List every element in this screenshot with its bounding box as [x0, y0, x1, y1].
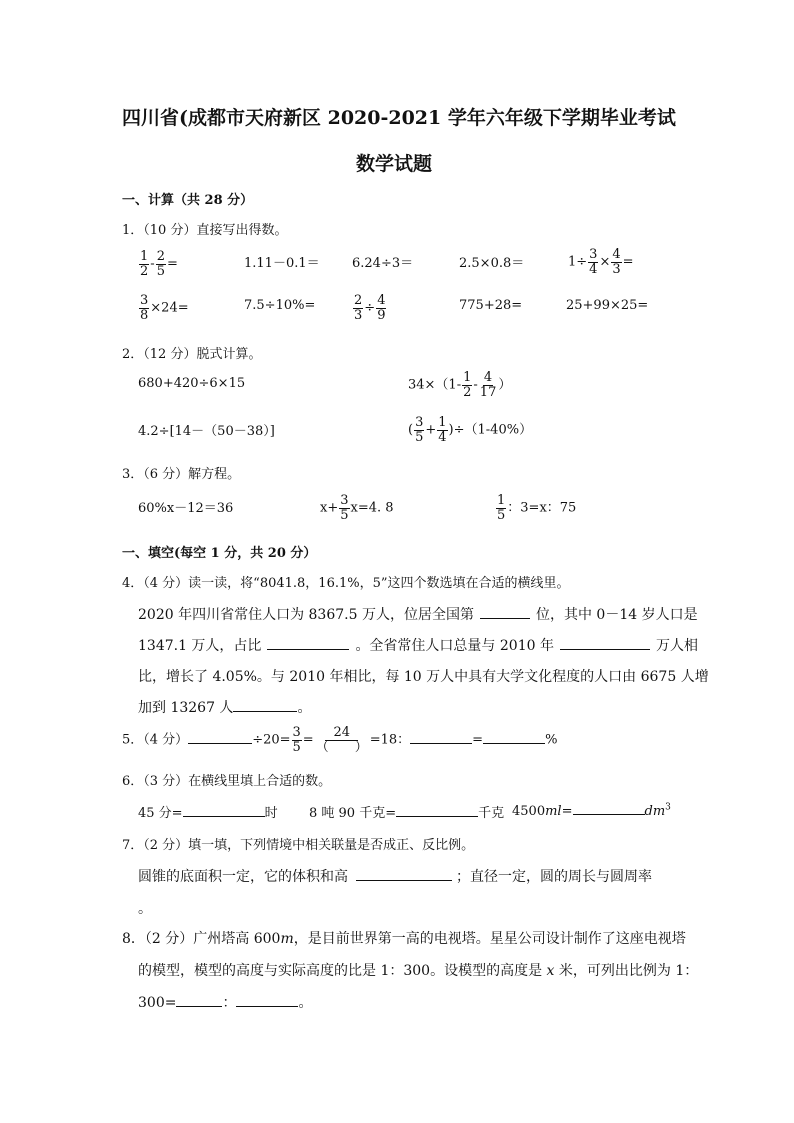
q1-r1-a: $\frac{1}{2}$ - $\frac{2}{5}$ = — [140, 249, 178, 279]
q6-c: $4500ml= dm^3$ — [512, 802, 671, 819]
q4-blank-2[interactable] — [267, 637, 349, 650]
q2-label: 2．（12 分）脱式计算。 — [122, 347, 262, 362]
q1-r2-e: 25+99×25= — [566, 298, 649, 313]
q1-r1-c: 6.24÷3＝ — [352, 256, 414, 271]
q7-label: 7．（2 分）填一填，下列情境中相关联量是否成正、反比例。 — [122, 838, 475, 853]
q3-a: 60%x－12＝36 — [138, 501, 234, 516]
q4-blank-3[interactable] — [560, 637, 650, 650]
q6-b: 8 吨 90 千克= 千克 — [309, 806, 505, 821]
q5-blank-2[interactable] — [410, 731, 472, 744]
q8-blank-1[interactable] — [176, 994, 222, 1007]
q8-line-1: 8．（2 分）广州塔高 600m，是目前世界第一高的电视塔。星星公司设计制作了这座电视塔 — [122, 931, 686, 947]
q4-label: 4．（4 分）读一读，将“8041.8，16.1%，5”这四个数选填在合适的横线里。 — [122, 576, 570, 591]
q6-label: 6．（3 分）在横线里填上合适的数。 — [122, 774, 332, 789]
q8-line-2: 的模型，模型的高度与实际高度的比是 1：300。设模型的高度是 x 米，可列出比例为 1： — [138, 963, 699, 979]
q1-r1-e: 1÷ $\frac{3}{4}$ × $\frac{4}{3}$ = — [568, 247, 634, 277]
title-line-2: 数学试题 — [356, 153, 433, 175]
q6-blank-1[interactable] — [183, 804, 265, 817]
q5-blank-1[interactable] — [188, 731, 252, 744]
section-2-heading: 一、填空(每空 1 分，共 20 分） — [122, 546, 317, 561]
q7-blank-1[interactable] — [356, 868, 452, 881]
q4-line-2: 1347.1 万人，占比 。全省常住人口总量与 2010 年 万人相 — [138, 638, 698, 654]
q2-d: ( $\frac{3}{5}$ + $\frac{1}{4}$ )÷（1-40%） — [408, 415, 533, 445]
q2-c: 4.2÷[14－（50－38）] — [138, 424, 275, 439]
q1-r2-b: 7.5÷10%= — [244, 298, 316, 313]
title-line-1: 四川省(成都市天府新区 2020-2021 学年六年级下学期毕业考试 — [122, 107, 676, 129]
q7-line-1: 圆锥的底面积一定，它的体积和高 ；直径一定，圆的周长与圆周率 — [138, 869, 652, 885]
q6-blank-3[interactable] — [573, 802, 645, 815]
q4-line-1: 2020 年四川省常住人口为 8367.5 万人，位居全国第 位，其中 0－14 岁人口是 — [138, 607, 698, 623]
q3-c: $\frac{1}{5}$ ：3=x：75 — [497, 493, 577, 523]
q1-r1-d: 2.5×0.8＝ — [459, 256, 525, 271]
q4-line-4: 加到 13267 人 。 — [138, 700, 312, 716]
q3-label: 3．（6 分）解方程。 — [122, 467, 241, 482]
q4-line-3: 比，增长了 4.05%。与 2010 年相比，每 10 万人中具有大学文化程度的人口由 6675 人增 — [138, 669, 709, 685]
q8-blank-2[interactable] — [236, 994, 298, 1007]
q6-a: 45 分= 时 — [138, 806, 278, 821]
q8-line-3: 300= ： 。 — [138, 995, 313, 1011]
q2-a: 680+420÷6×15 — [138, 376, 246, 391]
q3-b: x+ $\frac{3}{5}$ x=4. 8 — [320, 493, 394, 523]
section-1-heading: 一、计算（共 28 分） — [122, 193, 254, 208]
q7-line-2: 。 — [138, 901, 152, 917]
q5-line: 5．（4 分） ÷20= $\frac{3}{5}$ = $\frac{24}{( )}$ =18： = % — [122, 725, 558, 755]
q5-blank-3[interactable] — [483, 731, 545, 744]
q4-blank-1[interactable] — [480, 606, 530, 619]
q1-r1-b: 1.11－0.1＝ — [244, 256, 320, 271]
q2-b: 34×（1- $\frac{1}{2}$ - $\frac{4}{17}$ ） — [408, 370, 512, 400]
q6-blank-2[interactable] — [396, 804, 478, 817]
q1-r2-a: $\frac{3}{8}$ ×24= — [140, 293, 189, 323]
q1-r2-c: $\frac{2}{3}$ ÷ $\frac{4}{9}$ — [354, 293, 386, 323]
q4-blank-4[interactable] — [233, 699, 297, 712]
q1-label: 1．（10 分）直接写出得数。 — [122, 223, 288, 238]
q1-r2-d: 775+28= — [459, 298, 523, 313]
